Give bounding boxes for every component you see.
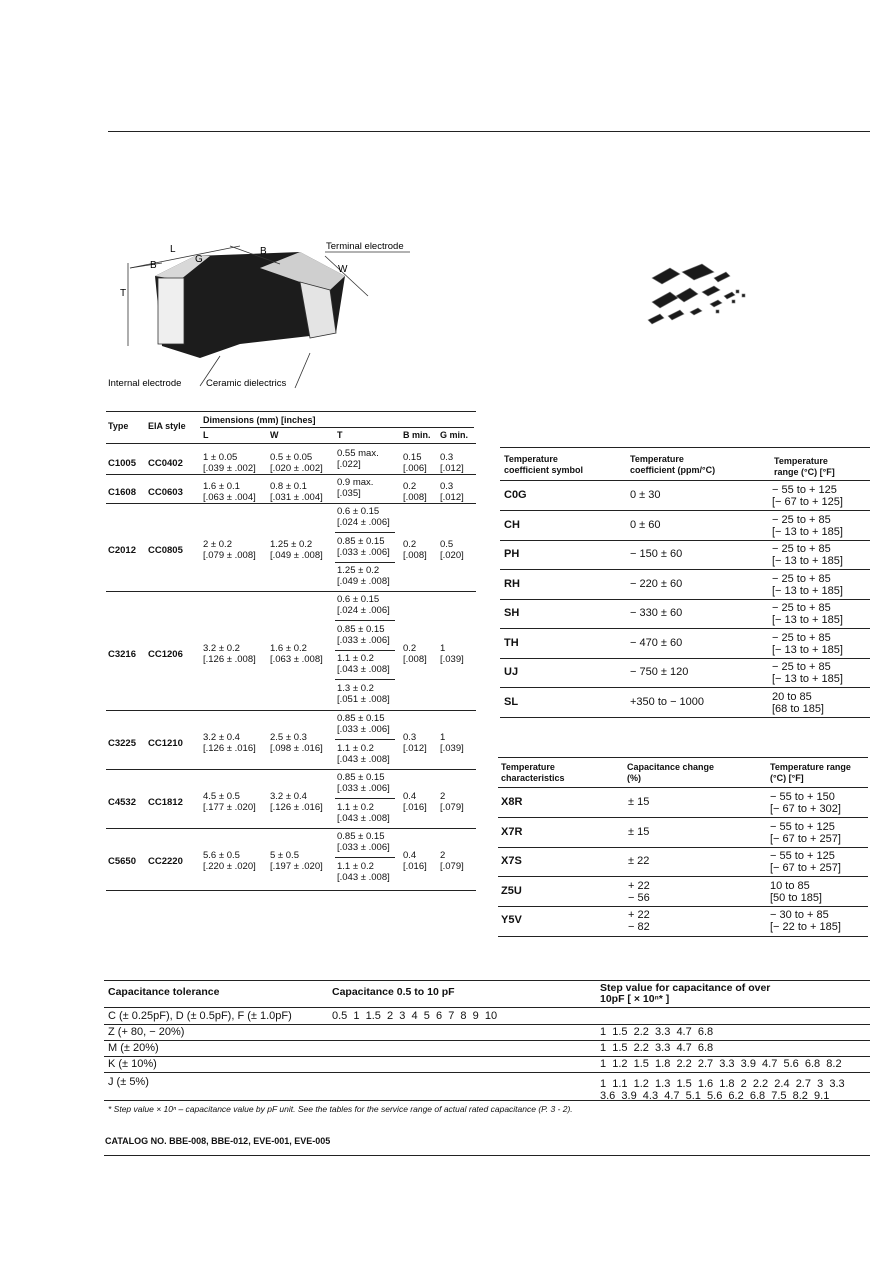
tchar-cell-range: − 30 to + 85 [− 22 to + 185] <box>770 909 841 933</box>
tc-cell-coefficient: − 150 ± 60 <box>630 548 683 560</box>
row-divider <box>335 679 395 680</box>
tc-cell-coefficient: − 330 ± 60 <box>630 607 683 619</box>
dims-cell-L: 4.5 ± 0.5 [.177 ± .020] <box>203 790 256 813</box>
tol-cell-step: 1 1.2 1.5 1.8 2.2 2.7 3.3 3.9 4.7 5.6 6.8 8.2 <box>600 1058 842 1070</box>
dims-cell-T: 0.85 ± 0.15 [.033 ± .006] <box>337 623 390 646</box>
dims-cell-B: 0.15 [.006] <box>403 451 427 474</box>
row-divider <box>498 906 868 907</box>
tchar-cell-change: + 22 − 56 <box>628 879 650 904</box>
dim-label-W: W <box>338 264 348 275</box>
terminal-electrode-label: Terminal electrode <box>326 241 404 252</box>
tchar-cell-change: ± 15 <box>628 825 650 838</box>
tchar-cell-symbol: X7R <box>501 825 523 838</box>
dims-cell-B: 0.4 [.016] <box>403 849 427 872</box>
row-divider <box>106 591 476 592</box>
row-divider <box>106 828 476 829</box>
tc-cell-range: − 25 to + 85 [− 13 to + 185] <box>772 572 843 597</box>
dims-cell-eia: CC1206 <box>148 648 183 660</box>
dims-cell-eia: CC1210 <box>148 737 183 749</box>
dims-cell-L: 3.2 ± 0.2 [.126 ± .008] <box>203 642 256 665</box>
dim-label-B-right: B <box>260 246 267 257</box>
dims-cell-T: 0.85 ± 0.15 [.033 ± .006] <box>337 772 390 794</box>
dims-cell-T: 0.85 ± 0.15 [.033 ± .006] <box>337 831 390 853</box>
dims-cell-W: 1.6 ± 0.2 [.063 ± .008] <box>270 642 323 665</box>
tol-cell-tolerance: J (± 5%) <box>108 1076 149 1088</box>
tc-cell-symbol: SH <box>504 607 520 619</box>
row-divider <box>500 687 870 688</box>
tchar-cell-symbol: X7S <box>501 855 522 867</box>
row-divider <box>500 510 870 511</box>
dims-cell-type: C3216 <box>108 648 136 660</box>
tol-header-low: Capacitance 0.5 to 10 pF <box>332 986 455 998</box>
dims-cell-B: 0.2 [.008] <box>403 642 427 665</box>
dims-cell-G: 2 [.079] <box>440 790 464 813</box>
tc-cell-range: − 55 to + 125 [− 67 to + 125] <box>772 484 843 508</box>
tchar-header-characteristics: Temperature characteristics <box>501 762 565 783</box>
dims-cell-type: C2012 <box>108 545 136 556</box>
tc-cell-coefficient: − 220 ± 60 <box>630 577 683 590</box>
tc-cell-symbol: SL <box>504 695 519 708</box>
tol-cell-step: 1 1.5 2.2 3.3 4.7 6.8 <box>600 1026 714 1038</box>
dims-cell-type: C3225 <box>108 737 136 749</box>
chip-structure-diagram <box>100 238 420 396</box>
tchar-cell-change: + 22 − 82 <box>628 909 650 933</box>
dims-cell-T: 0.85 ± 0.15 [.033 ± .006] <box>337 535 390 558</box>
catalog-number: CATALOG NO. BBE-008, BBE-012, EVE-001, EVE-005 <box>105 1136 331 1146</box>
top-rule <box>108 131 870 132</box>
tc-cell-symbol: RH <box>504 577 520 590</box>
tc-cell-range: − 25 to + 85 [− 13 to + 185] <box>772 661 843 685</box>
tc-cell-symbol: CH <box>504 518 520 531</box>
col-header-Gmin: G min. <box>440 430 469 440</box>
row-divider <box>335 620 395 621</box>
dims-cell-T: 0.6 ± 0.15 [.024 ± .006] <box>337 594 390 616</box>
row-divider <box>335 532 395 533</box>
tc-cell-symbol: PH <box>504 548 520 560</box>
row-divider <box>104 1056 870 1057</box>
ceramic-dielectrics-label: Ceramic dielectrics <box>206 378 287 389</box>
bottom-rule <box>104 1155 870 1156</box>
tol-cell-tolerance: C (± 0.25pF), D (± 0.5pF), F (± 1.0pF) <box>108 1010 292 1022</box>
tchar-cell-range: 10 to 85 [50 to 185] <box>770 879 822 904</box>
dims-cell-G: 1 [.039] <box>440 731 464 754</box>
footnote: * Step value × 10ⁿ – capacitance value by pF unit. See the tables for the service range of actual rated capacitance (P. 3 - 2). <box>108 1104 573 1114</box>
dims-cell-T: 1.25 ± 0.2 [.049 ± .008] <box>337 565 390 587</box>
tc-cell-symbol: UJ <box>504 666 519 678</box>
tol-cell-tolerance: K (± 10%) <box>108 1058 157 1070</box>
tol-cell-tolerance: M (± 20%) <box>108 1042 159 1054</box>
col-header-W: W <box>270 430 279 440</box>
dims-cell-G: 2 [.079] <box>440 849 464 872</box>
tol-cell-tolerance: Z (+ 80, − 20%) <box>108 1026 185 1038</box>
col-header-L: L <box>203 430 209 440</box>
row-divider <box>335 562 395 563</box>
row-divider <box>335 739 395 740</box>
dims-cell-W: 3.2 ± 0.4 [.126 ± .016] <box>270 790 323 813</box>
dims-cell-eia: CC0402 <box>148 457 183 469</box>
dims-cell-T: 0.55 max. [.022] <box>337 448 379 470</box>
dims-cell-W: 1.25 ± 0.2 [.049 ± .008] <box>270 539 323 561</box>
dims-cell-eia: CC0805 <box>148 545 183 556</box>
dims-cell-T: 0.6 ± 0.15 [.024 ± .006] <box>337 506 390 528</box>
tchar-cell-symbol: X8R <box>501 796 523 808</box>
row-divider <box>106 503 476 504</box>
dims-cell-B: 0.4 [.016] <box>403 790 427 813</box>
tchar-cell-range: − 55 to + 125 [− 67 to + 257] <box>770 820 841 845</box>
dims-cell-W: 2.5 ± 0.3 [.098 ± .016] <box>270 731 323 754</box>
tchar-cell-range: − 55 to + 125 [− 67 to + 257] <box>770 850 841 874</box>
tol-cell-step: 1 1.1 1.2 1.3 1.5 1.6 1.8 2 2.2 2.4 2.7 3 3.3 3.6 3.9 4.3 4.7 5.1 5.6 6.2 6.8 7.5 8.2 9.1 <box>600 1078 845 1102</box>
col-header-type: Type <box>108 421 129 431</box>
col-header-dimensions: Dimensions (mm) [inches] <box>203 415 316 425</box>
tc-cell-symbol: TH <box>504 636 519 649</box>
tc-cell-range: − 25 to + 85 [− 13 to + 185] <box>772 631 843 656</box>
tc-cell-coefficient: 0 ± 60 <box>630 518 661 531</box>
tchar-cell-range: − 55 to + 150 [− 67 to + 302] <box>770 791 841 815</box>
col-header-eia: EIA style <box>148 421 186 431</box>
tc-cell-coefficient: 0 ± 30 <box>630 489 661 501</box>
tc-cell-range: − 25 to + 85 [− 13 to + 185] <box>772 602 843 626</box>
dims-cell-G: 0.5 [.020] <box>440 539 464 561</box>
tchar-header-range: Temperature range (°C) [°F] <box>770 762 851 783</box>
tc-cell-coefficient: − 470 ± 60 <box>630 636 683 649</box>
dims-cell-T: 0.9 max. [.035] <box>337 477 374 499</box>
dims-cell-L: 2 ± 0.2 [.079 ± .008] <box>203 539 256 561</box>
row-divider <box>106 710 476 711</box>
row-divider <box>500 569 870 570</box>
dims-cell-eia: CC2220 <box>148 855 183 867</box>
product-photo <box>640 260 755 335</box>
tc-cell-symbol: C0G <box>504 489 527 501</box>
dim-label-B-left: B <box>150 260 157 271</box>
dims-cell-W: 5 ± 0.5 [.197 ± .020] <box>270 849 323 872</box>
tchar-cell-symbol: Y5V <box>501 914 522 926</box>
dims-cell-L: 5.6 ± 0.5 [.220 ± .020] <box>203 849 256 872</box>
tchar-header-change: Capacitance change (%) <box>627 762 715 783</box>
dims-cell-eia: CC0603 <box>148 486 183 498</box>
row-divider <box>335 798 395 799</box>
row-divider <box>500 540 870 541</box>
row-divider <box>104 1040 870 1041</box>
dims-cell-W: 0.5 ± 0.05 [.020 ± .002] <box>270 451 323 474</box>
dim-label-T: T <box>120 288 127 299</box>
dims-cell-T: 1.1 ± 0.2 [.043 ± .008] <box>337 742 390 765</box>
dims-cell-type: C1005 <box>108 457 136 469</box>
dims-cell-type: C1608 <box>108 486 136 498</box>
tchar-cell-change: ± 15 <box>628 796 650 808</box>
row-divider <box>498 847 868 848</box>
tchar-cell-symbol: Z5U <box>501 884 522 897</box>
dims-cell-type: C5650 <box>108 855 136 867</box>
dims-cell-L: 1.6 ± 0.1 [.063 ± .004] <box>203 480 256 503</box>
row-divider <box>106 769 476 770</box>
tc-header-range: Temperature range (°C) [°F] <box>774 456 835 477</box>
tol-cell-low: 0.5 1 1.5 2 3 4 5 6 7 8 9 10 <box>332 1010 498 1022</box>
tchar-cell-change: ± 22 <box>628 855 650 867</box>
row-divider <box>106 474 476 475</box>
tc-header-symbol: Temperature coefficient symbol <box>504 454 584 475</box>
row-divider <box>500 658 870 659</box>
row-divider <box>500 628 870 629</box>
dims-cell-T: 1.1 ± 0.2 [.043 ± .008] <box>337 860 390 883</box>
tc-cell-range: 20 to 85 [68 to 185] <box>772 690 824 715</box>
tol-header-tolerance: Capacitance tolerance <box>108 986 220 998</box>
dims-cell-B: 0.3 [.012] <box>403 731 427 754</box>
dims-cell-eia: CC1812 <box>148 796 183 808</box>
dims-cell-W: 0.8 ± 0.1 [.031 ± .004] <box>270 480 323 503</box>
row-divider <box>498 876 868 877</box>
col-header-T: T <box>337 430 343 440</box>
tc-header-coefficient: Temperature coefficient (ppm/°C) <box>630 454 716 475</box>
dim-label-L: L <box>170 244 176 255</box>
internal-electrode-label: Internal electrode <box>108 378 182 389</box>
tol-header-step: Step value for capacitance of over 10pF [ × 10ⁿ* ] <box>600 982 771 1005</box>
dims-cell-T: 1.3 ± 0.2 [.051 ± .008] <box>337 682 390 705</box>
dims-cell-L: 3.2 ± 0.4 [.126 ± .016] <box>203 731 256 754</box>
dims-cell-T: 1.1 ± 0.2 [.043 ± .008] <box>337 801 390 824</box>
dims-cell-G: 0.3 [.012] <box>440 480 464 503</box>
chip-body <box>155 252 345 358</box>
dims-cell-L: 1 ± 0.05 [.039 ± .002] <box>203 451 256 474</box>
row-divider <box>335 650 395 651</box>
col-header-Bmin: B min. <box>403 430 431 440</box>
dims-cell-T: 1.1 ± 0.2 [.043 ± .008] <box>337 653 390 675</box>
row-divider <box>500 599 870 600</box>
dims-cell-G: 1 [.039] <box>440 642 464 665</box>
dims-cell-B: 0.2 [.008] <box>403 539 427 561</box>
tc-cell-range: − 25 to + 85 [− 13 to + 185] <box>772 543 843 567</box>
row-divider <box>104 1072 870 1073</box>
dims-cell-type: C4532 <box>108 796 136 808</box>
dims-cell-T: 0.85 ± 0.15 [.033 ± .006] <box>337 713 390 735</box>
tc-cell-range: − 25 to + 85 [− 13 to + 185] <box>772 513 843 538</box>
dim-label-G: G <box>195 254 203 265</box>
dims-cell-G: 0.3 [.012] <box>440 451 464 474</box>
tol-cell-step: 1 1.5 2.2 3.3 4.7 6.8 <box>600 1042 714 1054</box>
row-divider <box>498 817 868 818</box>
dims-cell-B: 0.2 [.008] <box>403 480 427 503</box>
row-divider <box>335 857 395 858</box>
row-divider <box>104 1024 870 1025</box>
tc-cell-coefficient: − 750 ± 120 <box>630 666 689 678</box>
tc-cell-coefficient: +350 to − 1000 <box>630 695 705 708</box>
